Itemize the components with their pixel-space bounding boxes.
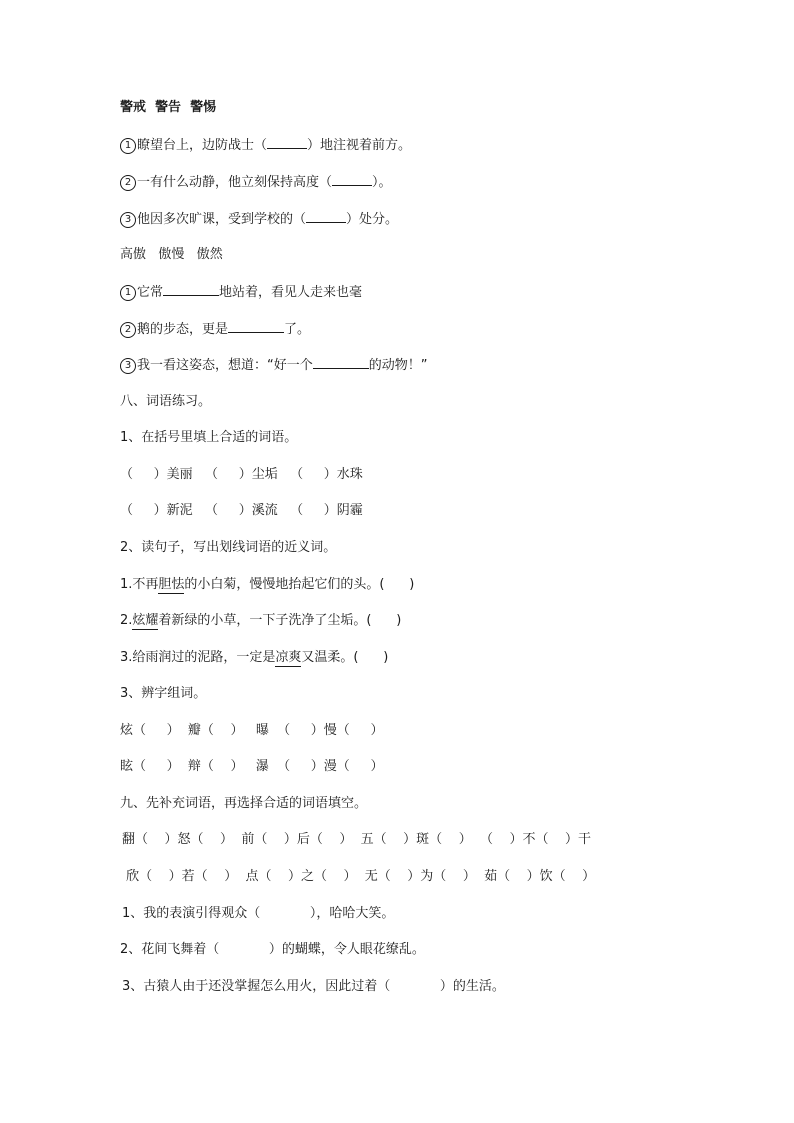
answer-blank[interactable]: [313, 356, 369, 369]
underlined-word: 凉爽: [275, 650, 302, 665]
section-9-title: 九、先补充词语，再选择合适的词语填空。: [120, 796, 368, 811]
sentence-6: [120, 356, 428, 375]
synonym-sentence-2: [120, 612, 401, 630]
sentence-3: [120, 210, 398, 229]
char-row-2: 眩（ ） 辩（ ） 瀑 （ ）漫（ ）: [120, 759, 384, 774]
idiom-fill-1: 1、我的表演引得观众（ ），哈哈大笑。: [122, 906, 395, 921]
answer-blank[interactable]: [306, 210, 346, 223]
sentence-text: 的小白菊，慢慢地抬起它们的头。( ): [184, 577, 415, 592]
word-choice-2: 高傲 傲慢 傲然: [120, 247, 223, 262]
idiom-fill-3: 3、古猿人由于还没掌握怎么用火，因此过着（ ）的生活。: [122, 979, 505, 994]
sentence-text: 又温柔。( ): [301, 650, 389, 665]
sentence-text: 地站着，看见人走来也毫: [219, 285, 363, 300]
answer-blank[interactable]: [228, 320, 284, 333]
answer-blank[interactable]: [267, 136, 307, 149]
sentence-text: 1.不再: [120, 577, 159, 592]
synonym-sentence-1: [120, 576, 414, 594]
sentence-5: [120, 320, 310, 339]
sentence-text: ）处分。: [346, 212, 399, 227]
sentence-text: 他因多次旷课，受到学校的（: [137, 212, 307, 227]
sentence-1: [120, 136, 411, 155]
circled-number: 3: [120, 212, 136, 228]
sentence-2: [120, 173, 392, 192]
task-8-2: 2、读句子，写出划线词语的近义词。: [120, 540, 337, 555]
underlined-word: 炫耀: [132, 613, 159, 628]
circled-number: 1: [120, 285, 136, 301]
task-8-3: 3、辨字组词。: [120, 686, 207, 701]
circled-number: 2: [120, 322, 136, 338]
sentence-text: 2.: [120, 613, 133, 628]
sentence-text: 它常: [137, 285, 164, 300]
task-8-1: 1、在括号里填上合适的词语。: [120, 430, 298, 445]
sentence-text: 3.给雨润过的泥路，一定是: [120, 650, 276, 665]
sentence-4: [120, 283, 362, 302]
idiom-row-2: 欣（ ）若（ ） 点（ ）之（ ） 无（ ）为（ ） 茹（ ）饮（ ）: [122, 869, 596, 884]
sentence-text: 瞭望台上，边防战士（: [137, 138, 268, 153]
sentence-text: 鹅的步态，更是: [137, 322, 229, 337]
char-row-1: 炫（ ） 瓣（ ） 曝 （ ）慢（ ）: [120, 723, 384, 738]
sentence-text: 着新绿的小草，一下子洗净了尘垢。( ): [158, 613, 402, 628]
idiom-row-1: 翻（ ）怒（ ） 前（ ）后（ ） 五（ ）斑（ ） （ ）不（ ）干: [122, 832, 592, 847]
section-8-title: 八、词语练习。: [120, 394, 212, 409]
sentence-text: ）。: [372, 175, 392, 190]
answer-blank[interactable]: [332, 173, 372, 186]
sentence-text: 我一看这姿态，想道：“好一个: [137, 358, 313, 373]
circled-number: 1: [120, 138, 136, 154]
sentence-text: ）地注视着前方。: [307, 138, 412, 153]
sentence-text: 了。: [284, 322, 311, 337]
sentence-text: 一有什么动静，他立刻保持高度（: [137, 175, 333, 190]
synonym-sentence-3: [120, 649, 388, 667]
idiom-fill-2: 2、花间飞舞着（ ）的蝴蝶，令人眼花缭乱。: [120, 942, 425, 957]
fill-row-2: （ ）新泥 （ ）溪流 （ ）阴霾: [120, 503, 363, 518]
underlined-word: 胆怯: [158, 577, 185, 592]
fill-row-1: （ ）美丽 （ ）尘垢 （ ）水珠: [120, 467, 363, 482]
circled-number: 2: [120, 175, 136, 191]
sentence-text: 的动物！”: [368, 358, 428, 373]
answer-blank[interactable]: [163, 283, 219, 296]
word-choice-1: 警戒 警告 警惕: [120, 100, 217, 115]
circled-number: 3: [120, 358, 136, 374]
